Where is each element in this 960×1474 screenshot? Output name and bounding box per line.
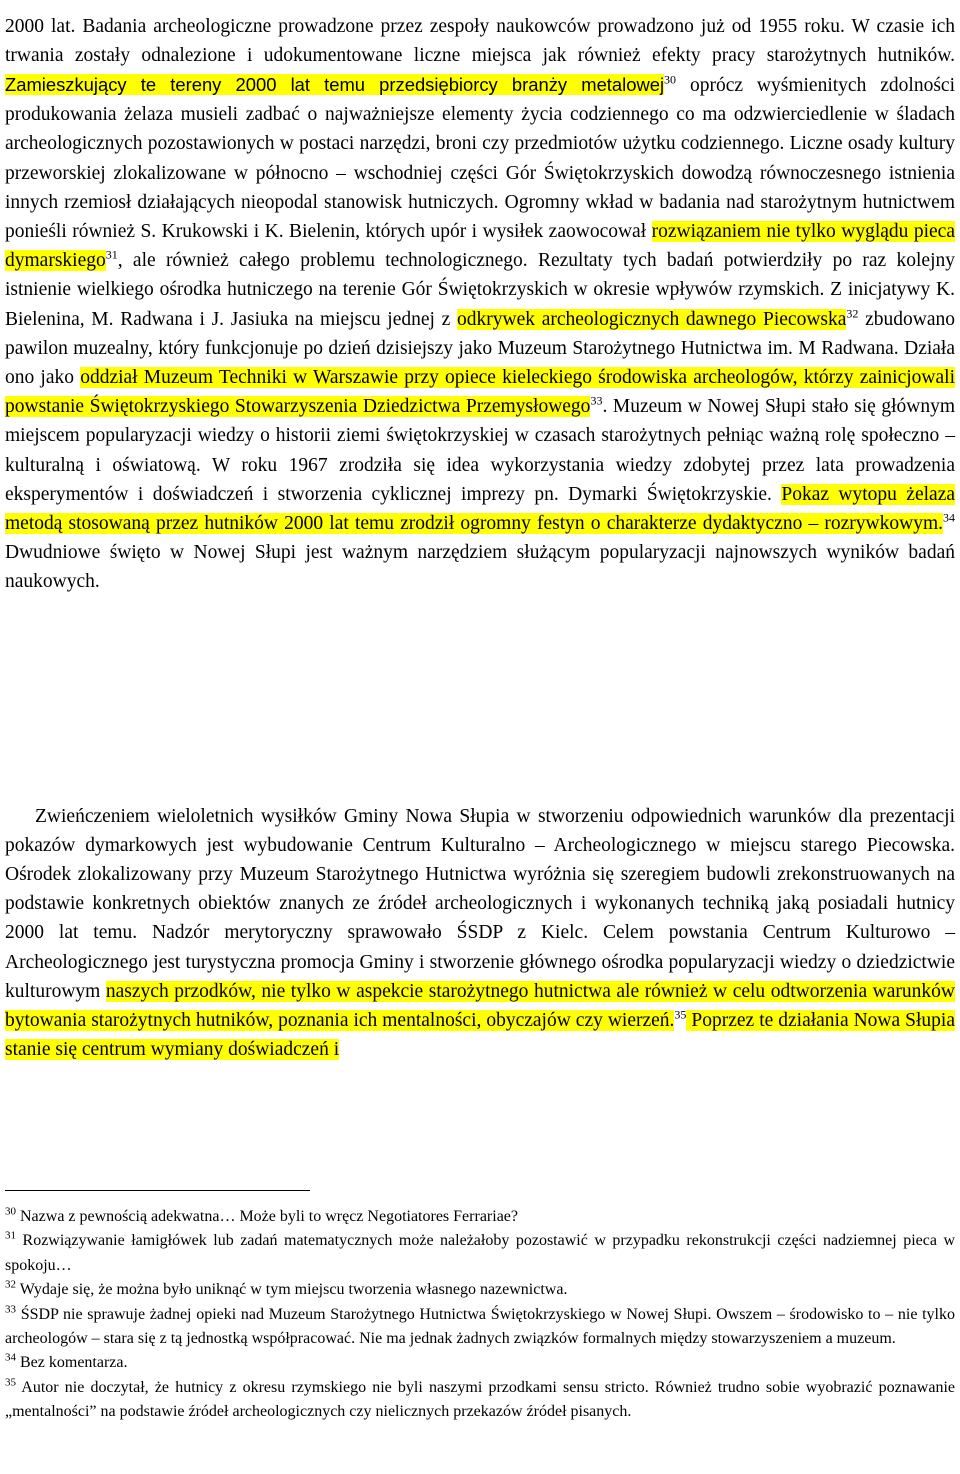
highlight-zamieszkujacy: Zamieszkujący te tereny 2000 lat temu przedsiębiorcy branży metalowej — [5, 73, 665, 95]
body-paragraph-1 — [5, 12, 955, 597]
highlight-pokaz: Pokaz wytopu żelaza metodą stosowaną przez hutników 2000 lat temu zrodził ogromny festyn o charakterze dydaktyczno – rozrywkowym. — [5, 483, 956, 534]
footnote-34 — [5, 1351, 955, 1375]
footnote-number: 33 — [5, 1303, 16, 1316]
footnote-number: 34 — [5, 1352, 16, 1365]
footnote-35 — [5, 1376, 955, 1425]
footnotes — [5, 1205, 955, 1425]
footnote-text: ŚSDP nie sprawuje żadnej opieki nad Muzeum Starożytnego Hutnictwa Świętokrzyskiego w Nowej Słupi. Owszem – środowisko to – nie tylko archeologów – stara się z tą jednostką współpracować. Nie ma jednak żadnych związków formalnych między stowarzyszeniem a muzeum. — [5, 1305, 956, 1348]
body-paragraph-2 — [5, 802, 955, 1065]
footnote-ref-32[interactable]: 32 — [846, 306, 859, 321]
footnote-separator — [5, 1190, 310, 1191]
para1-text-12: Dwudniowe święto w Nowej Słupi jest ważnym narzędziem służącym popularyzacji najnowszych wyników badań naukowych. — [5, 542, 955, 593]
para1-text-1: 2000 lat. Badania archeologiczne prowadzone przez zespoły naukowców prowadzono już od 1955 roku. W czasie ich trwania zostały odnalezione i udokumentowane liczne miejsca jak również efekty pracy starożytnych hutników. — [5, 15, 955, 66]
highlight-odkrywek: odkrywek archeologicznych dawnego Piecowska — [457, 308, 847, 330]
para1-text-4: Liczne osady kultury przeworskiej zlokalizowane w północno – wschodniej części Gór Świętokrzyskich dowodzą równoczesnego istnienia innych rzemiosł działających nieopodal stanowisk hutniczych. Ogromny wkład w badania nad starożytnym hutnictwem ponieśli również S. Krukowski i K. Bielenin, których upór i wysiłek zaowocował — [5, 133, 955, 242]
para1-text-3: oprócz wyśmienitych zdolności produkowania żelaza musieli zadbać o najważniejsze elementy życia codziennego co ma odzwierciedlenie w śladach archeologicznych pozostawionych w postaci narzędzi, broni czy przedmiotów użytku codziennego. — [5, 74, 955, 155]
highlight-oddzial: oddział Muzeum Techniki w Warszawie przy opiece kieleckiego środowiska archeologów, którzy zainicjowali powstanie Świętokrzyskiego Stowarzyszenia Dziedzictwa Przemysłowego — [5, 366, 955, 418]
footnote-number: 32 — [5, 1278, 16, 1291]
highlight-poprzez: Poprzez te działania Nowa Słupia stanie się centrum wymiany doświadczeń i — [5, 1009, 955, 1061]
footnote-ref-35[interactable]: 35 — [674, 1007, 687, 1022]
footnote-number: 35 — [5, 1376, 16, 1389]
footnote-ref-30[interactable]: 30 — [664, 72, 677, 87]
para2-text-1: Zwieńczeniem wieloletnich wysiłków Gminy Nowa Słupia w stworzeniu odpowiednich warunków dla prezentacji pokazów dymarkowych jest wybudowanie Centrum Kulturalno – Archeologicznego w miejscu starego Piecowska. Ośrodek zlokalizowany przy Muzeum Starożytnego Hutnictwa wyróżnia się szeregiem budowli zrekonstruowanych na podstawie konkretnych obiektów znanych ze źródeł archeologicznych i wykonanych techniką jaką posiadali hutnicy 2000 lat temu. Nadzór merytoryczny sprawowało ŚSDP z Kielc. Celem powstania Centrum Kulturowo – Archeologicznego jest turystyczna promocja Gminy i stworzenie głównego ośrodka popularyzacji wiedzy o dziedzictwie kulturowym — [5, 805, 955, 1002]
footnote-ref-34[interactable]: 34 — [943, 510, 955, 525]
para1-text-10: . Muzeum w Nowej Słupi stało się głównym miejscem popularyzacji wiedzy o historii ziemi świętokrzyskiej w czasach starożytnych pełniąc ważną rolę społeczno – kulturalną i oświatową. W roku 1967 zrodziła się idea wykorzystania wiedzy zdobytej przez lata prowadzenia eksperymentów i doświadczeń i stworzenia cyklicznej imprezy pn. Dymarki Świętokrzyskie. — [5, 396, 955, 505]
para1-text-6: , ale również całego problemu technologicznego. Rezultaty tych badań potwierdziły po raz kolejny istnienie wielkiego ośrodka hutniczego na terenie Gór Świętokrzyskich w okresie wpływów rzymskich. Z inicjatywy K. Bielenina, M. Radwana i J. Jasiuka na miejscu jednej z — [5, 250, 955, 330]
footnote-text: Rozwiązywanie łamigłówek lub zadań matematycznych może należałoby pozostawić w przypadku rekonstrukcji części nadziemnej pieca w spokoju… — [5, 1232, 956, 1274]
footnote-text: Nazwa z pewnością adekwatna… Może byli to wręcz Negotiatores Ferrariae? — [20, 1208, 518, 1225]
footnote-number: 31 — [5, 1230, 16, 1243]
footnote-ref-31[interactable]: 31 — [105, 247, 118, 262]
highlight-naszych: naszych przodków, nie tylko w aspekcie starożytnego hutnictwa ale również w celu odtworzenia warunków bytowania starożytnych hutników, poznania ich mentalności, obyczajów czy wierzeń. — [5, 980, 955, 1031]
footnote-number: 30 — [5, 1205, 16, 1218]
footnote-ref-33[interactable]: 33 — [590, 393, 603, 408]
highlight-rozwiazaniem: rozwiązaniem nie tylko wyglądu pieca dymarskiego — [5, 220, 955, 272]
footnote-text: Bez komentarza. — [20, 1354, 128, 1372]
footnote-text: Wydaje się, że można było uniknąć w tym miejscu tworzenia własnego nazewnictwa. — [19, 1281, 568, 1299]
footnote-32 — [5, 1278, 955, 1302]
footnote-text: Autor nie doczytał, że hutnicy z okresu rzymskiego nie byli naszymi przodkami sensu stricto. Również trudno sobie wyobrazić poznawanie „mentalności” na podstawie źródeł archeologicznych czy nielicznych przekazów źródeł pisanych. — [5, 1378, 955, 1421]
para1-text-8: zbudowano pawilon muzealny, który funkcjonuje po dzień dzisiejszy jako Muzeum Starożytnego Hutnictwa im. M Radwana. Działa ono jako — [5, 308, 955, 388]
footnote-33 — [5, 1303, 955, 1352]
footnote-30 — [5, 1205, 955, 1229]
footnote-31 — [5, 1229, 955, 1278]
